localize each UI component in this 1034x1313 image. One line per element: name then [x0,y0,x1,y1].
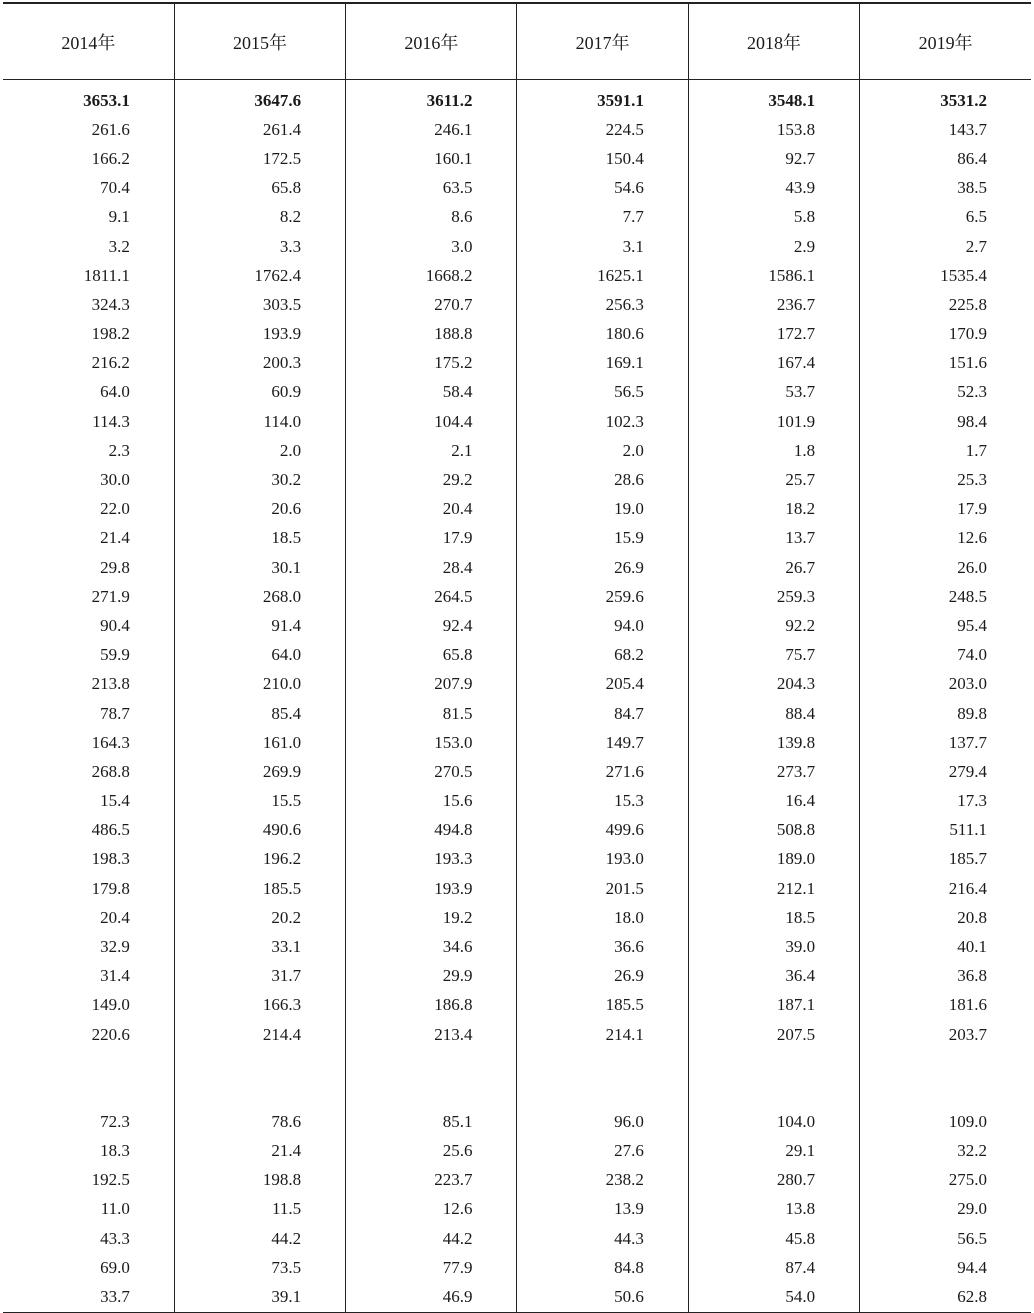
table-cell: 36.6 [517,932,688,961]
table-row [3,787,1031,816]
table-cell: 170.9 [860,320,1031,349]
table-cell: 160.1 [346,144,517,173]
table-cell: 96.0 [517,1107,688,1136]
table-cell: 149.7 [517,728,688,757]
table-cell: 180.6 [517,320,688,349]
table-cell: 26.9 [517,553,688,582]
table-cell: 271.9 [91,586,130,606]
table-cell: 98.4 [860,407,1031,436]
table-cell: 259.6 [517,582,688,611]
table-cell: 54.0 [688,1282,859,1312]
table-cell: 9.1 [108,207,130,227]
table-cell: 193.9 [346,874,517,903]
table-row [3,991,1031,1020]
table-cell: 52.3 [860,378,1031,407]
table-cell: 19.0 [517,495,688,524]
table-row [3,1136,1031,1165]
table-cell: 53.7 [688,378,859,407]
table-cell: 13.9 [517,1195,688,1224]
table-cell: 28.4 [346,553,517,582]
table-cell: 3591.1 [517,80,688,116]
table-cell: 3548.1 [688,80,859,116]
table-cell: 214.4 [174,1020,345,1049]
table-row [3,378,1031,407]
table-cell: 17.9 [346,524,517,553]
table-cell: 20.4 [346,495,517,524]
table-cell: 269.9 [174,757,345,786]
table-row [3,757,1031,786]
table-cell: 25.7 [688,465,859,494]
table-cell: 39.1 [174,1282,345,1312]
table-cell: 81.5 [346,699,517,728]
table-row [3,670,1031,699]
table-row [3,582,1031,611]
table-row [3,903,1031,932]
table-cell: 85.1 [346,1107,517,1136]
table-cell: 30.0 [100,470,130,490]
table-cell: 1762.4 [174,261,345,290]
table-cell: 58.4 [346,378,517,407]
table-cell: 511.1 [860,816,1031,845]
column-header-2018: 2018年 [688,3,859,80]
column-header-2016: 2016年 [346,3,517,80]
table-cell: 196.2 [174,845,345,874]
table-cell: 201.5 [517,874,688,903]
table-cell: 88.4 [688,699,859,728]
table-cell: 198.3 [91,849,130,869]
table-row [3,553,1031,582]
table-row [3,816,1031,845]
table-cell: 15.6 [346,787,517,816]
table-cell: 21.4 [100,528,130,548]
table-cell: 30.1 [174,553,345,582]
table-cell: 34.6 [346,932,517,961]
table-cell [346,1049,517,1107]
table-cell: 78.7 [100,703,130,723]
table-cell: 303.5 [174,290,345,319]
table-cell: 28.6 [517,465,688,494]
table-cell: 33.7 [3,1282,174,1312]
table-cell: 11.0 [100,1199,130,1219]
table-cell: 50.6 [517,1282,688,1312]
table-cell: 65.8 [346,641,517,670]
table-cell [860,1049,1031,1107]
table-cell: 1625.1 [517,261,688,290]
table-cell: 13.7 [688,524,859,553]
table-cell: 3.3 [174,232,345,261]
table-cell: 64.0 [174,641,345,670]
table-cell: 1586.1 [688,261,859,290]
table-cell: 20.6 [174,495,345,524]
table-row [3,845,1031,874]
table-cell: 68.2 [517,641,688,670]
table-cell: 12.6 [860,524,1031,553]
table-cell: 151.6 [860,349,1031,378]
table-cell: 16.4 [688,787,859,816]
table-cell: 179.8 [91,878,130,898]
table-cell: 75.7 [688,641,859,670]
table-cell: 73.5 [174,1253,345,1282]
table-cell: 84.8 [517,1253,688,1282]
table-cell: 490.6 [174,816,345,845]
table-row [3,699,1031,728]
table-cell: 3.2 [108,236,130,256]
table-cell: 261.6 [91,119,130,139]
table-cell: 84.7 [517,699,688,728]
table-cell: 3653.1 [83,90,130,110]
table-row [3,115,1031,144]
table-cell: 94.0 [517,611,688,640]
table-cell: 45.8 [688,1224,859,1253]
table-cell: 161.0 [174,728,345,757]
table-cell [174,1049,345,1107]
table-cell: 324.3 [91,294,130,314]
table-cell: 192.5 [91,1170,130,1190]
table-row [3,1020,1031,1049]
table-cell: 20.8 [860,903,1031,932]
table-cell: 7.7 [517,203,688,232]
table-row [3,962,1031,991]
statistics-table [3,2,1031,1313]
table-row [3,465,1031,494]
table-cell: 22.0 [100,499,130,519]
table-cell: 213.4 [346,1020,517,1049]
table-row [3,874,1031,903]
table-cell: 166.2 [91,148,130,168]
table-cell: 15.3 [517,787,688,816]
table-cell: 139.8 [688,728,859,757]
table-cell: 29.9 [346,962,517,991]
table-cell: 216.2 [91,353,130,373]
table-cell: 261.4 [174,115,345,144]
table-cell: 225.8 [860,290,1031,319]
table-cell: 210.0 [174,670,345,699]
table-body [3,80,1031,1313]
table-cell: 212.1 [688,874,859,903]
table-cell: 20.4 [100,907,130,927]
table-cell: 63.5 [346,174,517,203]
table-cell: 62.8 [860,1282,1031,1312]
table-cell: 185.5 [174,874,345,903]
table-cell: 279.4 [860,757,1031,786]
table-cell: 60.9 [174,378,345,407]
table-cell: 175.2 [346,349,517,378]
table-cell: 494.8 [346,816,517,845]
table-cell: 86.4 [860,144,1031,173]
table-row [3,1166,1031,1195]
column-header-2015: 2015年 [174,3,345,80]
table-cell: 36.8 [860,962,1031,991]
table-cell: 2.3 [108,440,130,460]
table-row [3,261,1031,290]
table-cell: 186.8 [346,991,517,1020]
table-cell: 193.3 [346,845,517,874]
table-cell: 224.5 [517,115,688,144]
table-row [3,1253,1031,1282]
table-cell: 78.6 [174,1107,345,1136]
table-cell: 164.3 [91,732,130,752]
table-cell: 26.7 [688,553,859,582]
table-cell: 19.2 [346,903,517,932]
table-row [3,349,1031,378]
table-cell: 198.8 [174,1166,345,1195]
table-cell: 25.6 [346,1136,517,1165]
table-cell: 104.4 [346,407,517,436]
table-cell: 29.8 [100,557,130,577]
table-cell: 200.3 [174,349,345,378]
table-cell: 92.4 [346,611,517,640]
table-cell: 236.7 [688,290,859,319]
table-cell: 64.0 [100,382,130,402]
table-cell: 2.9 [688,232,859,261]
table-cell: 499.6 [517,816,688,845]
table-cell: 92.7 [688,144,859,173]
table-cell: 33.1 [174,932,345,961]
table-cell: 280.7 [688,1166,859,1195]
table-cell: 44.3 [517,1224,688,1253]
table-row [3,1195,1031,1224]
table-cell: 15.4 [100,791,130,811]
table-header [3,3,1031,80]
table-cell: 104.0 [688,1107,859,1136]
table-row [3,407,1031,436]
table-cell: 38.5 [860,174,1031,203]
table-cell: 220.6 [91,1024,130,1044]
table-cell: 198.2 [91,324,130,344]
table-cell: 46.9 [346,1282,517,1312]
table-cell: 2.0 [517,436,688,465]
table-cell: 29.0 [860,1195,1031,1224]
table-cell: 44.2 [346,1224,517,1253]
table-cell: 17.9 [860,495,1031,524]
table-cell: 54.6 [517,174,688,203]
table-cell: 59.9 [100,645,130,665]
table-cell: 43.3 [100,1228,130,1248]
table-cell: 2.1 [346,436,517,465]
table-cell: 17.3 [860,787,1031,816]
table-cell: 74.0 [860,641,1031,670]
table-row [3,320,1031,349]
table-cell: 56.5 [517,378,688,407]
table-cell: 143.7 [860,115,1031,144]
table-cell: 77.9 [346,1253,517,1282]
table-cell: 12.6 [346,1195,517,1224]
table-cell: 3.0 [346,232,517,261]
table-cell: 21.4 [174,1136,345,1165]
table-cell: 259.3 [688,582,859,611]
table-cell: 44.2 [174,1224,345,1253]
table-cell: 65.8 [174,174,345,203]
table-cell: 18.3 [100,1140,130,1160]
table-cell: 149.0 [91,995,130,1015]
table-cell: 273.7 [688,757,859,786]
table-cell: 153.8 [688,115,859,144]
table-cell: 3.1 [517,232,688,261]
table-row [3,524,1031,553]
table-row [3,144,1031,173]
table-cell: 137.7 [860,728,1031,757]
table-row [3,728,1031,757]
table-cell: 2.7 [860,232,1031,261]
table-row [3,1049,1031,1107]
table-cell: 43.9 [688,174,859,203]
table-cell: 1811.1 [83,265,130,285]
table-cell: 95.4 [860,611,1031,640]
table-row [3,611,1031,640]
table-cell: 214.1 [517,1020,688,1049]
table-cell: 264.5 [346,582,517,611]
table-cell: 1535.4 [860,261,1031,290]
table-cell: 248.5 [860,582,1031,611]
table-cell: 69.0 [100,1257,130,1277]
table-cell: 36.4 [688,962,859,991]
table-cell: 32.2 [860,1136,1031,1165]
table-cell: 94.4 [860,1253,1031,1282]
table-cell: 223.7 [346,1166,517,1195]
table-cell: 207.5 [688,1020,859,1049]
table-cell: 8.2 [174,203,345,232]
table-cell: 172.7 [688,320,859,349]
column-header-2019: 2019年 [860,3,1031,80]
table-cell: 189.0 [688,845,859,874]
table-cell: 2.0 [174,436,345,465]
table-cell: 187.1 [688,991,859,1020]
table-cell: 268.0 [174,582,345,611]
table-cell: 25.3 [860,465,1031,494]
table-cell: 31.4 [100,966,130,986]
table-cell: 275.0 [860,1166,1031,1195]
table-cell: 271.6 [517,757,688,786]
table-cell: 5.8 [688,203,859,232]
table-cell: 167.4 [688,349,859,378]
table-cell: 114.3 [92,411,130,431]
table-cell: 153.0 [346,728,517,757]
table-cell: 256.3 [517,290,688,319]
table-cell: 15.5 [174,787,345,816]
table-cell: 3611.2 [346,80,517,116]
column-header-2017: 2017年 [517,3,688,80]
table-cell: 32.9 [100,937,130,957]
table-cell: 172.5 [174,144,345,173]
table-row [3,203,1031,232]
table-cell: 3531.2 [860,80,1031,116]
table-cell: 109.0 [860,1107,1031,1136]
table-row [3,1282,1031,1312]
table-cell: 204.3 [688,670,859,699]
table-row [3,932,1031,961]
table-cell: 193.0 [517,845,688,874]
table-row [3,290,1031,319]
table-cell: 3647.6 [174,80,345,116]
table-cell: 268.8 [91,761,130,781]
table-cell: 270.5 [346,757,517,786]
table-cell: 508.8 [688,816,859,845]
table-cell: 181.6 [860,991,1031,1020]
table-row [3,174,1031,203]
table-cell: 11.5 [174,1195,345,1224]
table-cell: 92.2 [688,611,859,640]
table-cell: 26.9 [517,962,688,991]
table-cell: 114.0 [174,407,345,436]
table-cell: 85.4 [174,699,345,728]
table-cell: 213.8 [91,674,130,694]
table-cell: 101.9 [688,407,859,436]
table-cell: 203.0 [860,670,1031,699]
table-cell: 246.1 [346,115,517,144]
table-row [3,80,1031,116]
table-cell: 185.7 [860,845,1031,874]
table-row [3,232,1031,261]
table-cell: 102.3 [517,407,688,436]
table-cell: 31.7 [174,962,345,991]
table-cell: 91.4 [174,611,345,640]
table-cell: 20.2 [174,903,345,932]
table-cell [3,1049,174,1107]
table-cell: 18.0 [517,903,688,932]
table-row [3,495,1031,524]
table-cell: 270.7 [346,290,517,319]
table-cell: 1668.2 [346,261,517,290]
table-row [3,1224,1031,1253]
table-cell: 39.0 [688,932,859,961]
header-row [3,3,1031,80]
table-cell: 56.5 [860,1224,1031,1253]
table-cell: 203.7 [860,1020,1031,1049]
table-cell: 6.5 [860,203,1031,232]
table-cell: 29.2 [346,465,517,494]
table-cell: 1.8 [688,436,859,465]
table-cell [517,1049,688,1107]
table-cell: 207.9 [346,670,517,699]
table-row [3,641,1031,670]
table-cell: 30.2 [174,465,345,494]
table-cell: 29.1 [688,1136,859,1165]
table-cell: 89.8 [860,699,1031,728]
table-cell: 90.4 [100,615,130,635]
table-cell: 1.7 [860,436,1031,465]
table-cell: 205.4 [517,670,688,699]
table-cell: 18.5 [174,524,345,553]
table-cell: 150.4 [517,144,688,173]
table-cell: 18.5 [688,903,859,932]
table-cell: 8.6 [346,203,517,232]
table-row [3,1107,1031,1136]
table-cell: 72.3 [100,1111,130,1131]
table-cell: 26.0 [860,553,1031,582]
table-cell: 216.4 [860,874,1031,903]
table-cell: 70.4 [100,178,130,198]
table-cell: 193.9 [174,320,345,349]
table-cell: 238.2 [517,1166,688,1195]
table-cell [688,1049,859,1107]
table-cell: 188.8 [346,320,517,349]
table-cell: 486.5 [91,820,130,840]
table-cell: 13.8 [688,1195,859,1224]
table-cell: 18.2 [688,495,859,524]
table-cell: 87.4 [688,1253,859,1282]
table-cell: 40.1 [860,932,1031,961]
table-cell: 166.3 [174,991,345,1020]
column-header-2014: 2014年 [3,3,174,80]
table-cell: 15.9 [517,524,688,553]
table-cell: 185.5 [517,991,688,1020]
table-cell: 27.6 [517,1136,688,1165]
table-row [3,436,1031,465]
table-cell: 169.1 [517,349,688,378]
